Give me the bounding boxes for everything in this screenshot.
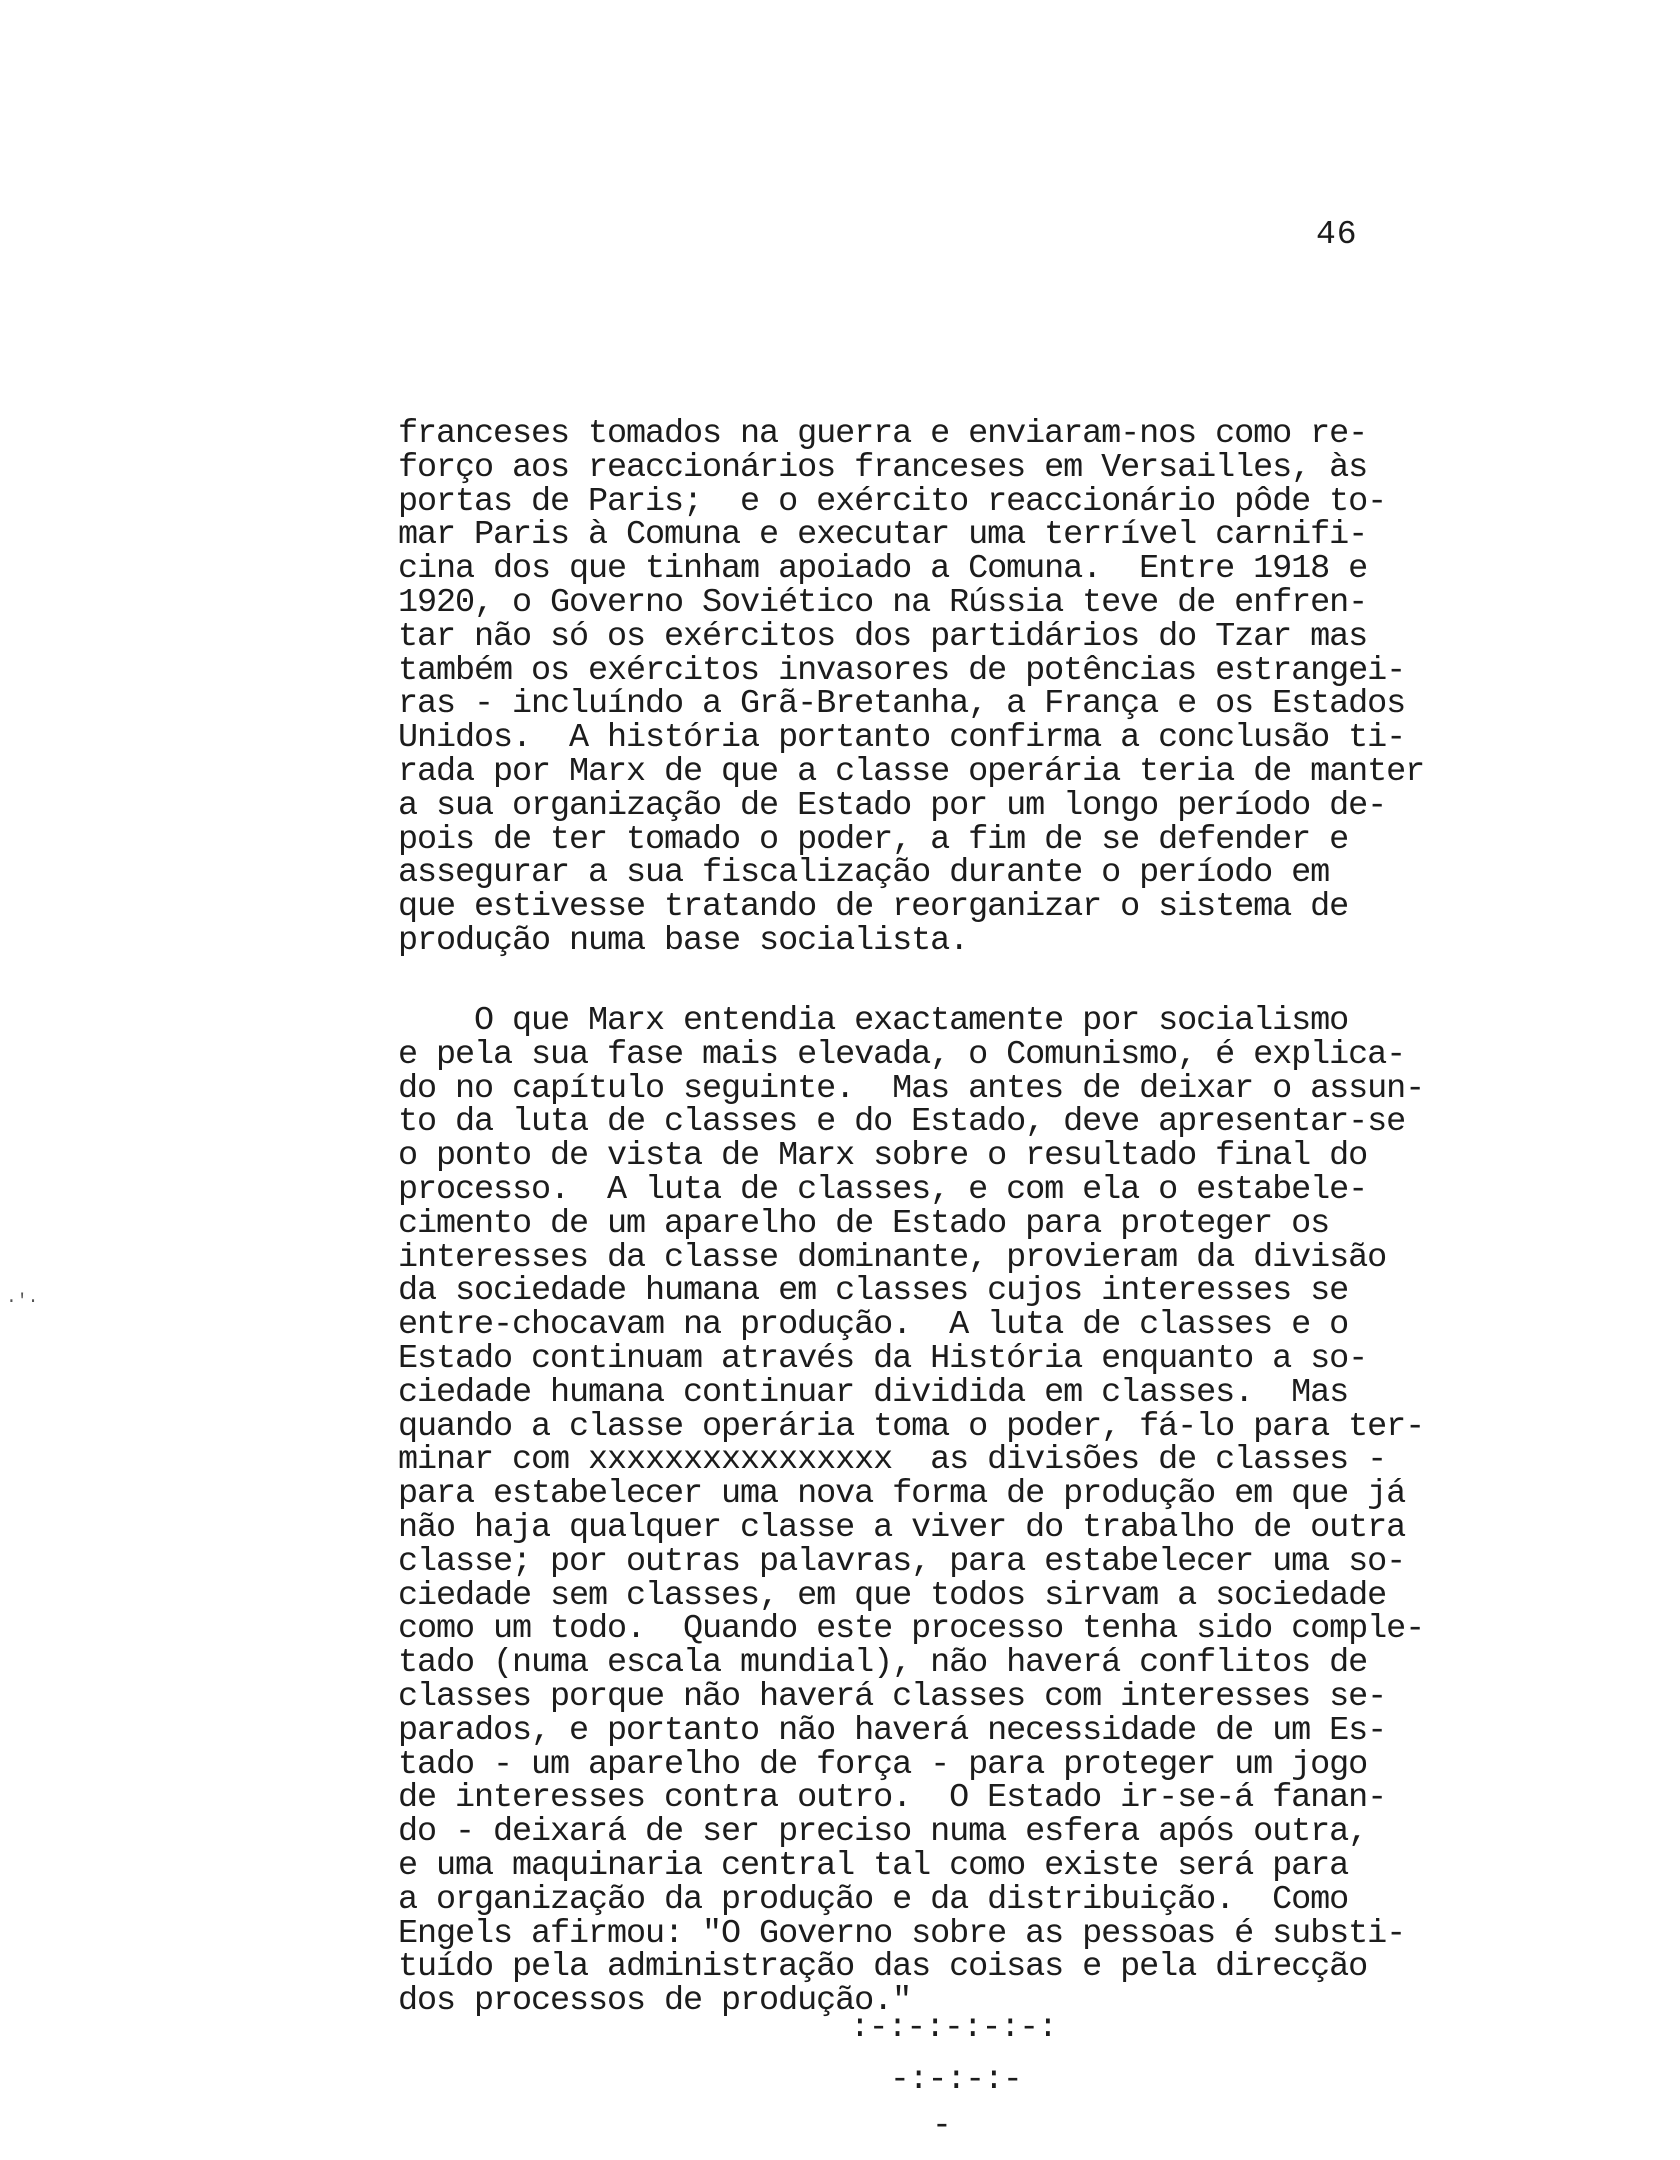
text-line: a sua organização de Estado por um longo período de- xyxy=(398,786,1387,825)
text-line: de interesses contra outro. O Estado ir-se-á fanan- xyxy=(398,1779,1387,1818)
text-line: franceses tomados na guerra e enviaram-nos como re- xyxy=(398,415,1368,453)
text-line: to da luta de classes e do Estado, deve apresentar-se xyxy=(398,1103,1406,1142)
text-line: tuído pela administração das coisas e pela direcção xyxy=(398,1948,1368,1987)
text-line: interesses da classe dominante, provieram da divisão xyxy=(398,1238,1387,1277)
text-line: Unidos. A história portanto confirma a conclusão ti- xyxy=(398,719,1406,758)
text-line: o ponto de vista de Marx sobre o resultado final do xyxy=(398,1137,1368,1176)
text-line: mar Paris à Comuna e executar uma terrível carnifi- xyxy=(398,516,1368,555)
text-line: cina dos que tinham apoiado a Comuna. Entre 1918 e xyxy=(398,550,1368,589)
section-divider: -:-:-:- xyxy=(890,2061,1022,2098)
text-line: do - deixará de ser preciso numa esfera após outra, xyxy=(398,1813,1368,1852)
text-line: pois de ter tomado o poder, a fim de se defender e xyxy=(398,820,1349,859)
text-line: 1920, o Governo Soviético na Rússia teve de enfren- xyxy=(398,583,1368,622)
text-line: quando a classe operária toma o poder, fá-lo para ter- xyxy=(398,1407,1425,1446)
text-line: O que Marx entendia exactamente por socialismo xyxy=(398,1002,1349,1040)
text-line: entre-chocavam na produção. A luta de classes e o xyxy=(398,1306,1349,1345)
text-line: dos processos de produção." xyxy=(398,1982,912,2021)
text-line: da sociedade humana em classes cujos interesses se xyxy=(398,1272,1349,1311)
text-line: assegurar a sua fiscalização durante o período em xyxy=(398,854,1330,893)
section-divider: - xyxy=(932,2107,951,2144)
page-number: 46 xyxy=(1316,216,1358,253)
text-line: para estabelecer uma nova forma de produção em que já xyxy=(398,1475,1406,1514)
text-line: classes porque não haverá classes com interesses se- xyxy=(398,1677,1387,1716)
paragraph-1 xyxy=(398,415,1598,960)
text-line: ras - incluíndo a Grã-Bretanha, a França e os Estados xyxy=(398,685,1406,724)
section-divider: :-:-:-:-:-: xyxy=(850,2009,1057,2046)
text-line: forço aos reaccionários franceses em Versailles, às xyxy=(398,448,1368,487)
text-line: ciedade humana continuar dividida em classes. Mas xyxy=(398,1373,1349,1412)
text-line: tado - um aparelho de força - para proteger um jogo xyxy=(398,1745,1368,1784)
text-line: tado (numa escala mundial), não haverá conflitos de xyxy=(398,1644,1368,1683)
text-line: e pela sua fase mais elevada, o Comunismo, é explica- xyxy=(398,1035,1406,1074)
stray-mark: ·'· xyxy=(6,1292,39,1312)
text-line: tar não só os exércitos dos partidários do Tzar mas xyxy=(398,617,1368,656)
text-line: Estado continuam através da História enquanto a so- xyxy=(398,1339,1368,1378)
text-line: não haja qualquer classe a viver do trabalho de outra xyxy=(398,1508,1406,1547)
text-line: portas de Paris; e o exército reaccionário pôde to- xyxy=(398,482,1387,521)
text-line: ciedade sem classes, em que todos sirvam a sociedade xyxy=(398,1576,1387,1615)
text-line: produção numa base socialista. xyxy=(398,921,969,960)
text-line: também os exércitos invasores de potências estrangei- xyxy=(398,651,1406,690)
text-line: minar com xxxxxxxxxxxxxxxx as divisões de classes - xyxy=(398,1441,1387,1480)
text-line: classe; por outras palavras, para estabelecer uma so- xyxy=(398,1542,1406,1581)
text-line: Engels afirmou: "O Governo sobre as pessoas é substi- xyxy=(398,1914,1406,1953)
text-line: do no capítulo seguinte. Mas antes de deixar o assun- xyxy=(398,1069,1425,1108)
text-line: e uma maquinaria central tal como existe será para xyxy=(398,1846,1349,1885)
text-line: parados, e portanto não haverá necessidade de um Es- xyxy=(398,1711,1387,1750)
text-line: que estivesse tratando de reorganizar o sistema de xyxy=(398,888,1349,927)
text-line: como um todo. Quando este processo tenha sido comple- xyxy=(398,1610,1425,1649)
text-line: processo. A luta de classes, e com ela o estabele- xyxy=(398,1170,1368,1209)
paragraph-2 xyxy=(398,1002,1598,2021)
text-line: a organização da produção e da distribuição. Como xyxy=(398,1880,1349,1919)
text-line: rada por Marx de que a classe operária teria de manter xyxy=(398,752,1425,791)
text-line: cimento de um aparelho de Estado para proteger os xyxy=(398,1204,1330,1243)
